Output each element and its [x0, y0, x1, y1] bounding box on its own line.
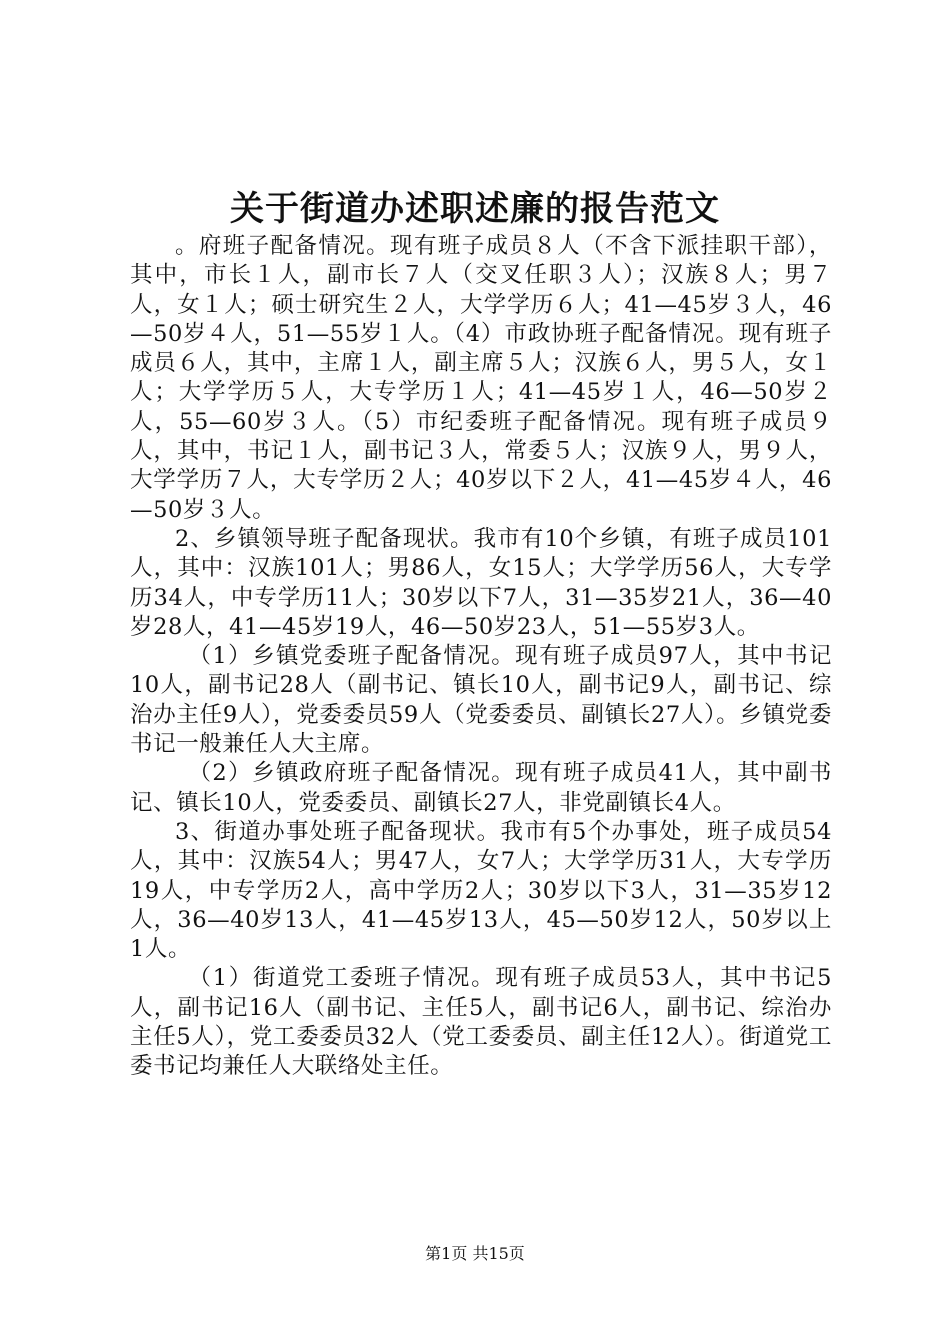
paragraph: 。府班子配备情况。现有班子成员８人（不含下派挂职干部），其中，市长１人，副市长７人（交叉任职３人）；汉族８人；男７人，女１人；硕士研究生２人，大学学历６人；41—45岁３人，46—50岁４人，51—55岁１人。（4）市政协班子配备情况。现有班子成员６人，其中，主席１人，副主席５人；汉族６人，男５人，女１人；大学学历５人，大专学历１人；41—45岁１人，46—50岁２人，55—60岁３人。（5）市纪委班子配备情况。现有班子成员９人，其中，书记１人，副书记３人，常委５人；汉族９人，男９人，大学学历７人，大专学历２人；40岁以下２人，41—45岁４人，46—50岁３人。 — [130, 233, 832, 523]
paragraph: （2）乡镇政府班子配备情况。现有班子成员41人，其中副书记、镇长10人，党委委员、副镇长27人，非党副镇长4人。 — [130, 760, 832, 816]
document-title: 关于街道办述职述廉的报告范文 — [230, 189, 720, 229]
paragraph: 3、街道办事处班子配备现状。我市有5个办事处，班子成员54人，其中：汉族54人；男47人，女7人；大学学历31人，大专学历19人，中专学历2人，高中学历2人；30岁以下3人，31—35岁12人，36—40岁13人，41—45岁13人，45—50岁12人，50岁以上1人。 — [130, 818, 832, 963]
paragraph: （1）街道党工委班子情况。现有班子成员53人，其中书记5人，副书记16人（副书记、主任5人，副书记6人，副书记、综治办主任5人），党工委委员32人（党工委委员、副主任12人）。街道党工委书记均兼任人大联络处主任。 — [130, 965, 832, 1080]
paragraph: （1）乡镇党委班子配备情况。现有班子成员97人，其中书记10人，副书记28人（副书记、镇长10人，副书记9人，副书记、综治办主任9人），党委委员59人（党委委员、副镇长27人）。乡镇党委书记一般兼任人大主席。 — [130, 643, 832, 758]
document-body — [130, 232, 832, 1082]
page-footer: 第1页 共15页 — [425, 1244, 525, 1263]
paragraph: 2、乡镇领导班子配备现状。我市有10个乡镇，有班子成员101人，其中：汉族101人；男86人，女15人；大学学历56人，大专学历34人，中专学历11人；30岁以下7人，31—35岁21人，36—40岁28人，41—45岁19人，46—50岁23人，51—55岁3人。 — [130, 525, 832, 640]
